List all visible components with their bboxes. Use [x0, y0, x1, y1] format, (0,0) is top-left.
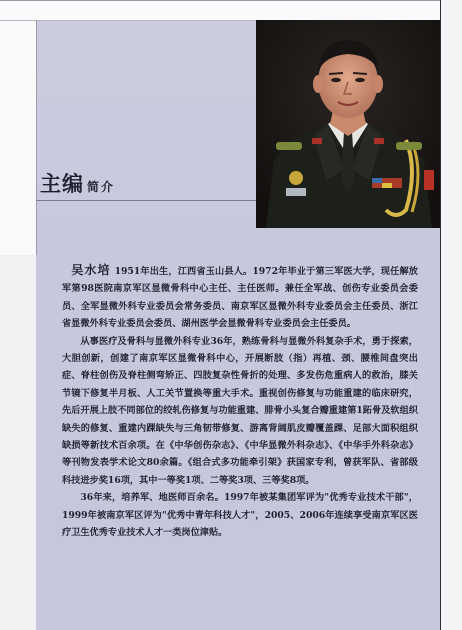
editor-name: 吴水培	[71, 263, 111, 277]
bio-paragraph-1	[62, 262, 418, 333]
bio-paragraph-1-text: 1951年出生，江西省玉山县人。1972年毕业于第三军医大学，现任解放军第98医院南京军区显微骨科中心主任、主任医师。兼任全军战、创伤专业委员会委员、全军显微外科专业委员会常务委员、南京军区显微外科专业委员会主任委员、浙江省显微外科专业委员会委员、湖州医学会显微骨科专业委员会主任委员。	[62, 266, 418, 330]
right-margin-strip	[441, 0, 462, 630]
section-title	[40, 168, 115, 198]
editor-portrait-photo	[256, 20, 440, 228]
frame-right-line	[440, 0, 441, 630]
frame-top-line	[0, 0, 440, 1]
section-title-sub: 简介	[87, 180, 116, 194]
title-underline	[36, 200, 256, 201]
biography-text	[62, 262, 418, 542]
section-title-main: 主编	[40, 172, 84, 196]
bio-paragraph-3: 36年来，培养军、地医师百余名。1997年被某集团军评为"优秀专业技术干部"，1999年被南京军区评为"优秀中青年科技人才"，2005、2006年连续享受南京军区医疗卫生优秀专业技术人才一类岗位津贴。	[62, 492, 418, 539]
bio-paragraph-2: 从事医疗及骨科与显微外科专业36年，熟练骨科与显微外科复杂手术，勇于探索，大胆创新，创建了南京军区显微骨科中心，开展断肢（指）再植、颈、腰椎间盘突出症、脊柱创伤及脊柱侧弯矫正、四肢复杂性骨折的处理、多发伤危重病人的救治，膝关节镜下修复半月板、人工关节置换等重大手术。重视创伤修复与功能重建的临床研究，先后开展上肢不同部位的绞轧伤修复与功能重建、腓骨小头复合瓣重建第1跖骨及软组织缺失的修复、重建内踝缺失与三角韧带修复、游离背阔肌皮瓣覆盖踝、足部大面积组织缺损等新技术百余项。在《中华创伤杂志》、《中华显微外科杂志》、《中华手外科杂志》等刊物发表学术论文80余篇。《组合式多功能牵引架》获国家专利，曾获军队、省部级科技进步奖16项，其中一等奖1项、二等奖3项、三等奖8项。	[62, 335, 418, 486]
panel-left-edge	[36, 20, 37, 255]
